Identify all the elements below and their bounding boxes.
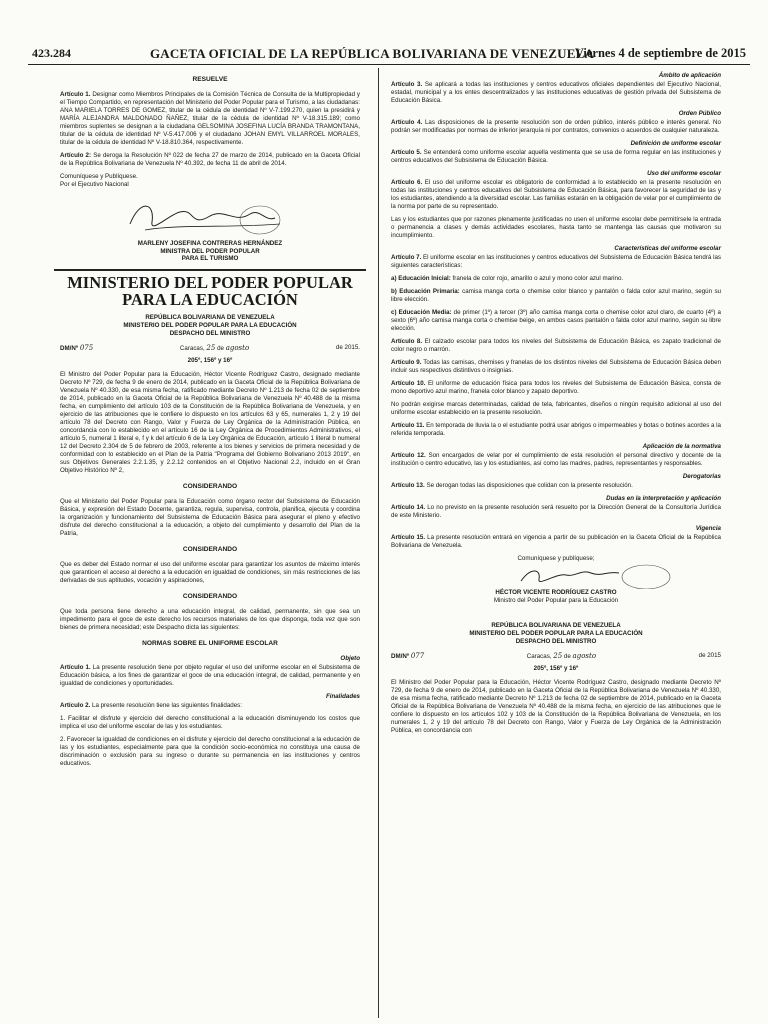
article-6-paragraph-2: Las y los estudiantes que por razones plenamente justificadas no usen el uniforme escolar debe permitírsele la entrada o permanencia a clases y demás actividades escolares, hasta tanto se mantenga las causas que motivaron su incumplimiento. (391, 216, 721, 239)
normas-heading: NORMAS SOBRE EL UNIFORME ESCOLAR (142, 639, 278, 647)
republic-heading-2: REPÚBLICA BOLIVARIANA DE VENEZUELA MINISTERIO DEL PODER POPULAR PARA LA EDUCACIÓN DESPACHO DEL MINISTRO (469, 622, 643, 645)
derogatorias-heading: Derogatorias (682, 473, 721, 480)
article-10-paragraph-2: No podrán exigirse marcas determinadas, calidad de tela, fabricantes, diseños o ningún requisito adicional al uso del uniforme escolar establecido en la presente resolución. (391, 401, 721, 416)
education-signature (391, 563, 721, 589)
article-11: Artículo 11. En temporada de lluvia la o el estudiante podrá usar abrigos o impermeables y botas o botines acordes a la referida temporada. (391, 422, 721, 437)
norma-article-2: Artículo 2. La presente resolución tiene las siguientes finalidades: (60, 701, 242, 709)
definicion-heading: Definición de uniforme escolar (630, 140, 721, 147)
page-number: 423.284 (32, 46, 71, 60)
article-15: Artículo 15. La presente resolución entrará en vigencia a partir de su publicación en la Gaceta Oficial de la República Bolivariana de Venezuela. (391, 534, 721, 549)
intro-paragraph-2: El Ministro del Poder Popular para la Educación, Héctor Vicente Rodríguez Castro, designado mediante Decreto Nº 729, de fecha 9 de enero de 2014, publicado en la Gaceta Oficial de la República Bolivariana de Venezuela Nº 40.330, de esa misma fecha, ratificado mediante Decreto Nº 1.213 de fecha 02 de septiembre de 2014, publicado en la Gaceta Oficial de la República Bolivariana de Venezuela Nº 40.488 de la misma fecha, en ejercicio de las atribuciones que le confiere lo dispuesto en los artículos 102 y 103 de la Constitución de la República Bolivariana de Venezuela, en los numerales 1, 2 y 19 del artículo 78 del Decreto con Rango, Valor y Fuerza de Ley Orgánica de la Administración Pública, en concordancia con (391, 679, 721, 734)
considerando-3: CONSIDERANDO (182, 592, 238, 600)
years-line-2: 205º, 156º y 16º (533, 665, 579, 672)
considerando-2: CONSIDERANDO (182, 545, 238, 553)
article-12: Artículo 12. Son encargados de velar por el cumplimiento de esta resolución el personal directivo y docente de la institución o centro educativo, las y los estudiantes, así como las madres, padres, representantes y responsables. (391, 452, 721, 467)
article-9: Artículo 9. Todas las camisas, chemises y franelas de los distintos niveles del Subsistema de Educación Básica deben incluir sus respectivos distintivos o insignias. (391, 359, 722, 374)
aplicacion-heading: Aplicación de la normativa (642, 443, 721, 450)
article-10: Artículo 10. El uniforme de educación física para todos los niveles del Subsistema de Educación Básica, consta de mono deportivo azul marino, franela color blanco y zapato deportivo. (391, 380, 721, 395)
tourism-signature (60, 194, 360, 240)
republic-heading: REPÚBLICA BOLIVARIANA DE VENEZUELA MINISTERIO DEL PODER POPULAR PARA LA EDUCACIÓN DESPACHO DEL MINISTRO (123, 313, 297, 337)
article-7-primaria: b) Educación Primaria: camisa manga corta o chemise color blanco y pantalón o falda color azul marino, según su libre elección. (391, 288, 721, 303)
right-column (391, 72, 721, 740)
objeto-heading: Objeto (340, 654, 360, 662)
dudas-heading: Dudas en la interpretación y aplicación (606, 495, 721, 502)
considerando-text-3: Que toda persona tiene derecho a una educación integral, de calidad, permanente, sin que sea un impedimento para el goce de este derecho los recursos materiales de los que disponga, toda vez que son bienes de primera necesidad; este Despacho dicta las siguientes: (60, 607, 360, 631)
uso-heading: Uso del uniforme escolar (647, 170, 721, 177)
left-column (60, 72, 360, 773)
education-signer-block: HÉCTOR VICENTE RODRÍGUEZ CASTRO Ministro del Poder Popular para la Educación (493, 589, 619, 604)
finalidades-heading: Finalidades (325, 692, 360, 700)
article-8: Artículo 8. El calzado escolar para todos los niveles del Subsistema de Educación Básica, es zapato tradicional de color negro o marrón. (391, 338, 721, 353)
considerando-1: CONSIDERANDO (182, 482, 238, 490)
resolution-number-line: DM/Nº 075 Caracas, 25 de agosto de 2015. (60, 343, 360, 352)
gazette-header (28, 44, 750, 65)
article-14: Artículo 14. Lo no previsto en la presente resolución será resuelto por la Dirección General de la Consultoría Jurídica de este Ministerio. (391, 504, 721, 519)
comuniquese-text: Comuníquese y Publíquese. (60, 173, 138, 180)
ministry-banner: MINISTERIO DEL PODER POPULAR PARA LA EDUCACIÓN (54, 269, 366, 308)
article-7: Artículo 7. El uniforme escolar en las instituciones y centros educativos del Subsistema de Educación Básica tendrá las siguientes características: (391, 254, 721, 269)
finalidad-1: 1. Facilitar el disfrute y ejercicio del derecho constitucional a la educación disminuyendo los costos que implica el uso del uniforme escolar de las y los estudiantes. (60, 714, 360, 730)
ambito-heading: Ámbito de aplicación (658, 72, 721, 79)
issue-date: Viernes 4 de septiembre de 2015 (574, 46, 746, 60)
considerando-text-1: Que el Ministerio del Poder Popular para la Educación como órgano rector del Subsistema de Educación Básica, y expresión del Estado Docente, garantiza, regula, supervisa, controla, planifica, ejecuta y coordina la organización y funcionamiento del Subsistema de Educación Básica para asegurar el pleno y efectivo disfrute del derecho constitucional a la educación, a objeto del cumplimiento y desarrollo del Plan de la Patria, (60, 497, 360, 537)
tourism-signer-block: MARLENY JOSEFINA CONTRERAS HERNÁNDEZ MINISTRA DEL PODER POPULAR PARA EL TURISMO (137, 240, 283, 262)
finalidad-2: 2. Favorecer la igualdad de condiciones en el disfrute y ejercicio del derecho constitucional a la educación de las y los estudiantes, especialmente para que la condición socio-económica no constituya una causa de discriminación o exclusión para su ingreso o durante su permanencia en las instituciones y centros educativos. (60, 735, 360, 767)
intro-paragraph: El Ministro del Poder Popular para la Educación, Héctor Vicente Rodríguez Castro, designado mediante Decreto Nº 729, de fecha 9 de enero de 2014, publicado en la Gaceta Oficial de la República Bolivariana de Venezuela Nº 40.330, de esa misma fecha, ratificado mediante Decreto Nº 1.213 de fecha 02 de septiembre de 2014, publicado en la Gaceta Oficial de la República Bolivariana de Venezuela Nº 40.488 de la misma fecha, en cumplimiento del artículo 103 de la Constitución de la República Bolivariana de Venezuela, y en ejercicio de las atribuciones que le confiere lo dispuesto en los artículos 63 y 65, numerales 1, 2 y 19 del artículo 78 del Decreto con Rango, Valor y Fuerza de Ley Orgánica de la Administración Pública, en concordancia con lo establecido en el artículo 16 de la Ley Orgánica de Procedimientos Administrativos, el artículo 5, numeral 1 literal e, f y k del artículo 6 de la Ley Orgánica de Educación, artículo 1 literal b numeral 12 del Decreto 2.304 de 5 de febrero de 2003, referente a los bienes y servicios de primera necesidad y de conformidad con lo establecido en el Plan de la Patria "Programa del Gobierno Bolivariano 2013 2019", en sus Objetivos Generales 2.2.1.35, y 2.2.12 contenidos en el Objetivo Nacional 2.2, incluido en el Gran Objetivo Histórico Nº 2, (60, 370, 360, 474)
column-divider (378, 68, 379, 1018)
orden-heading: Orden Público (678, 110, 721, 117)
tourism-article-1: Artículo 1. Designar como Miembros Principales de la Comisión Técnica de Consulta de la Multipropiedad y el Tiempo Compartido, en representación del Ministerio del Poder Popular para el Turismo, a las ciudadanas: ANA MARIELA TORRES DE GOMEZ, titular de la cédula de identidad Nº V-7.199.270, quien la presidirá y MARÍA ALEJANDRA MALDONADO ÑAÑEZ, titular de la cédula de identidad Nº V-18.315.189; como miembros suplentes se designan a la ciudadana GELSOMINA JOSEFINA LUCÍA BRANDA TRAMONTANA, titular de la cédula de identidad Nº V-5.417.006 y el ciudadano JOHAN EMYL VILLARROEL MORALES, titular de la cédula de identidad Nº V-18.810.364, respectivamente. (60, 91, 360, 146)
article-4: Artículo 4. Las disposiciones de la presente resolución son de orden público, interés público e interés general. No podrán ser modificadas por normas de inferior jerarquía ni por contratos, convenios o acuerdos de cualquier naturaleza. (391, 119, 721, 134)
ejecutivo-text: Por el Ejecutivo Nacional (60, 181, 129, 188)
article-5: Artículo 5. Se entenderá como uniforme escolar aquella vestimenta que se usa de forma regular en las instituciones y centros educativos del Subsistema de Educación Básica. (391, 149, 721, 164)
article-3: Artículo 3. Se aplicará a todas las instituciones y centros educativos oficiales dependientes del Ejecutivo Nacional, estadal, municipal y a los entes descentralizados y las instituciones educativas de gestión privada del Subsistema de Educación Básica. (391, 81, 721, 104)
norma-article-1: Artículo 1. La presente resolución tiene por objeto regular el uso del uniforme escolar en el Subsistema de Educación básica, a los fines de garantizar el goce de una educación integral, de calidad, permanente y en igualdad de condiciones y oportunidades. (60, 663, 360, 687)
comuniquese-right: Comuníquese y publíquese; (517, 555, 595, 562)
considerando-text-2: Que es deber del Estado normar el uso del uniforme escolar para garantizar los asuntos de máximo interés que garanticen el acceso al derecho a la educación en igualdad de condiciones, sin más restricciones de las derivadas de sus aptitudes, vocación y aspiraciones, (60, 560, 360, 584)
tourism-article-2: Artículo 2: Se deroga la Resolución Nº 022 de fecha 27 de marzo de 2014, publicado en la Gaceta Oficial de la República Bolivariana de Venezuela Nº 40.392, de fecha 11 de abril de 2014. (60, 152, 360, 167)
article-7-inicial: a) Educación Inicial: franela de color rojo, amarillo o azul y mono color azul marino. (391, 275, 624, 282)
article-7-media: c) Educación Media: de primer (1º) a tercer (3º) año camisa manga corta o chemise color azul claro, de cuarto (4º) a sexto (6º) año camisa manga corta o chemise beige, en ambos casos pantalón o falda color azul marino, según su libre elección. (391, 309, 721, 332)
article-13: Artículo 13. Se derogan todas las disposiciones que colidan con la presente resolución. (391, 482, 633, 489)
caracteristicas-heading: Características del uniforme escolar (614, 245, 721, 252)
gazette-title: GACETA OFICIAL DE LA REPÚBLICA BOLIVARIANA DE VENEZUELA (150, 46, 595, 61)
article-6: Artículo 6. El uso del uniforme escolar es obligatorio de conformidad a lo establecido en la presente resolución en todas las instituciones y centros educativos del Subsistema de Educación Básica, para favorecer la seguridad de las y los estudiantes, atendiendo a la diversidad escolar. Las familias estarán en la obligación de velar por el cumplimiento de la norma por parte de su representado. (391, 179, 721, 210)
vigencia-heading: Vigencia (695, 525, 721, 532)
resuelve-heading: RESUELVE (192, 76, 228, 83)
resolution-number-line-2: DM/Nº 077 Caracas, 25 de agosto de 2015 (391, 652, 721, 660)
years-line: 205º, 156º y 16º (187, 356, 233, 364)
